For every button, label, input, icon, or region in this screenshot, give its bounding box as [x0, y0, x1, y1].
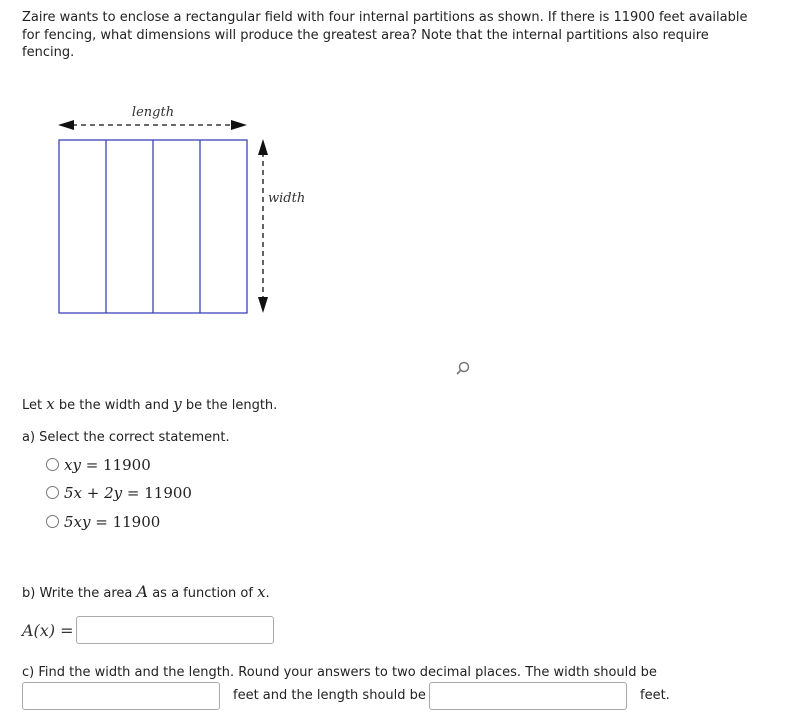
part-c-end-text: feet. — [640, 688, 670, 703]
part-c-prompt: c) Find the width and the length. Round your answers to two decimal places. The width should be — [22, 665, 657, 680]
width-arrow-bottom-head — [258, 297, 268, 313]
width-answer-input[interactable] — [22, 682, 220, 710]
problem-text: Zaire wants to enclose a rectangular field with four internal partitions as shown. If there is 11900 feet available for fencing, what dimensions will produce the greatest area? Note that the internal partitions also require fencing. — [22, 10, 748, 60]
width-arrow-top-head — [258, 139, 268, 155]
part-c-mid-text: feet and the length should be — [233, 688, 426, 703]
option-5x-plus-2y[interactable]: 5x + 2y = 11900 — [46, 484, 192, 502]
fence-diagram — [0, 0, 330, 330]
length-answer-input[interactable] — [429, 682, 627, 710]
area-function-label: A(x) = — [22, 621, 74, 640]
option-5xy[interactable]: 5xy = 11900 — [46, 513, 160, 531]
magnifier-icon[interactable] — [454, 360, 474, 380]
radio-option-2[interactable] — [46, 486, 59, 499]
length-label: length — [131, 105, 175, 120]
area-function-input[interactable] — [76, 616, 274, 644]
part-a-prompt: a) Select the correct statement. — [22, 430, 230, 445]
length-arrow-right-head — [231, 120, 247, 130]
width-label: width — [268, 191, 306, 206]
let-statement: Let x be the width and y be the length. — [22, 395, 278, 413]
length-arrow-left-head — [58, 120, 74, 130]
radio-option-1[interactable] — [46, 458, 59, 471]
part-b-prompt: b) Write the area A as a function of x. — [22, 582, 270, 601]
option-xy[interactable]: xy = 11900 — [46, 456, 151, 474]
radio-option-3[interactable] — [46, 515, 59, 528]
